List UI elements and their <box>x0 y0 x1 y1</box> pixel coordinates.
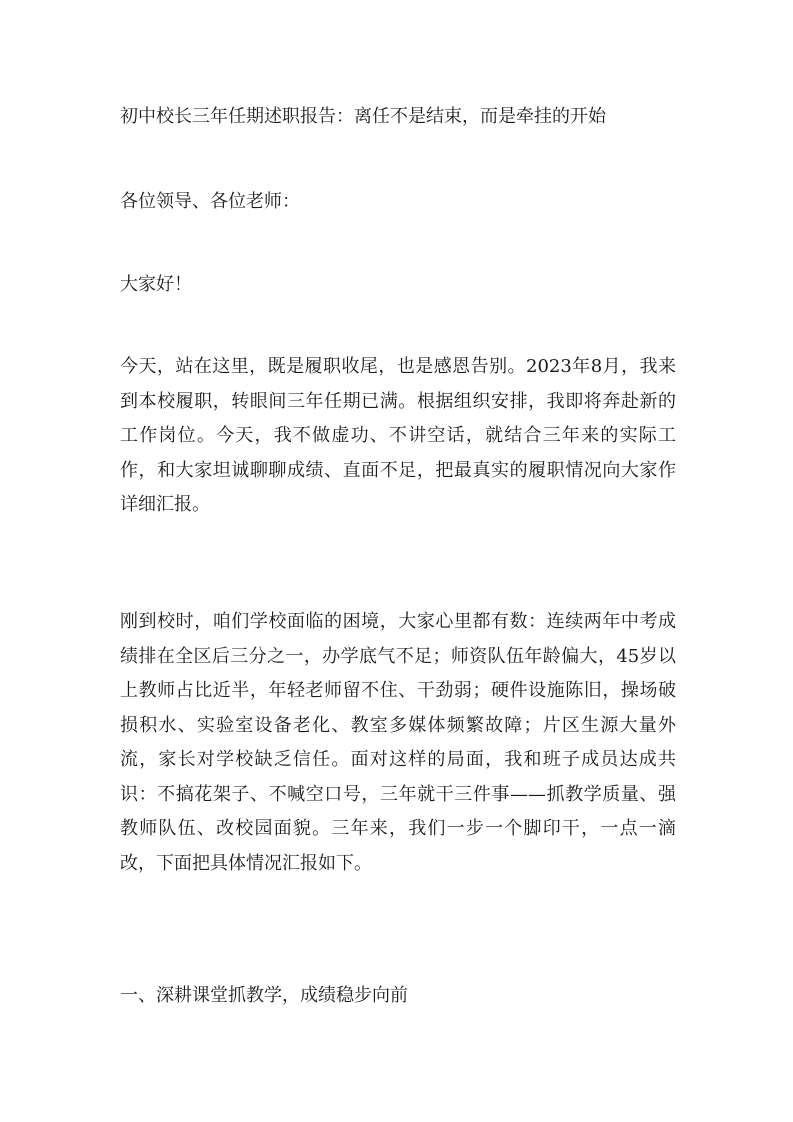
document-title: 初中校长三年任期述职报告：离任不是结束，而是牵挂的开始 <box>120 106 606 127</box>
greeting: 大家好！ <box>120 274 192 295</box>
paragraph-intro: 今天，站在这里，既是履职收尾，也是感恩告别。2023年8月，我来到本校履职，转眼间三年任期已满。根据组织安排，我即将奔赴新的工作岗位。今天，我不做虚功、不讲空话，就结合三年来的实际工作，和大家坦诚聊聊成绩、直面不足，把最真实的履职情况向大家作详细汇报。 <box>120 356 676 515</box>
salutation: 各位领导、各位老师： <box>120 191 300 212</box>
section-heading: 一、深耕课堂抓教学，成绩稳步向前 <box>120 985 408 1006</box>
paragraph-background: 刚到校时，咱们学校面临的困境，大家心里都有数：连续两年中考成绩排在全区后三分之一，办学底气不足；师资队伍年龄偏大，45岁以上教师占比近半，年轻老师留不住、干劲弱；硬件设施陈旧，操场破损积水、实验室设备老化、教室多媒体频繁故障；片区生源大量外流，家长对学校缺乏信任。面对这样的局面，我和班子成员达成共识：不搞花架子、不喊空口号，三年就干三件事——抓教学质量、强教师队伍、改校园面貌。三年来，我们一步一个脚印干，一点一滴改，下面把具体情况汇报如下。 <box>120 611 676 874</box>
